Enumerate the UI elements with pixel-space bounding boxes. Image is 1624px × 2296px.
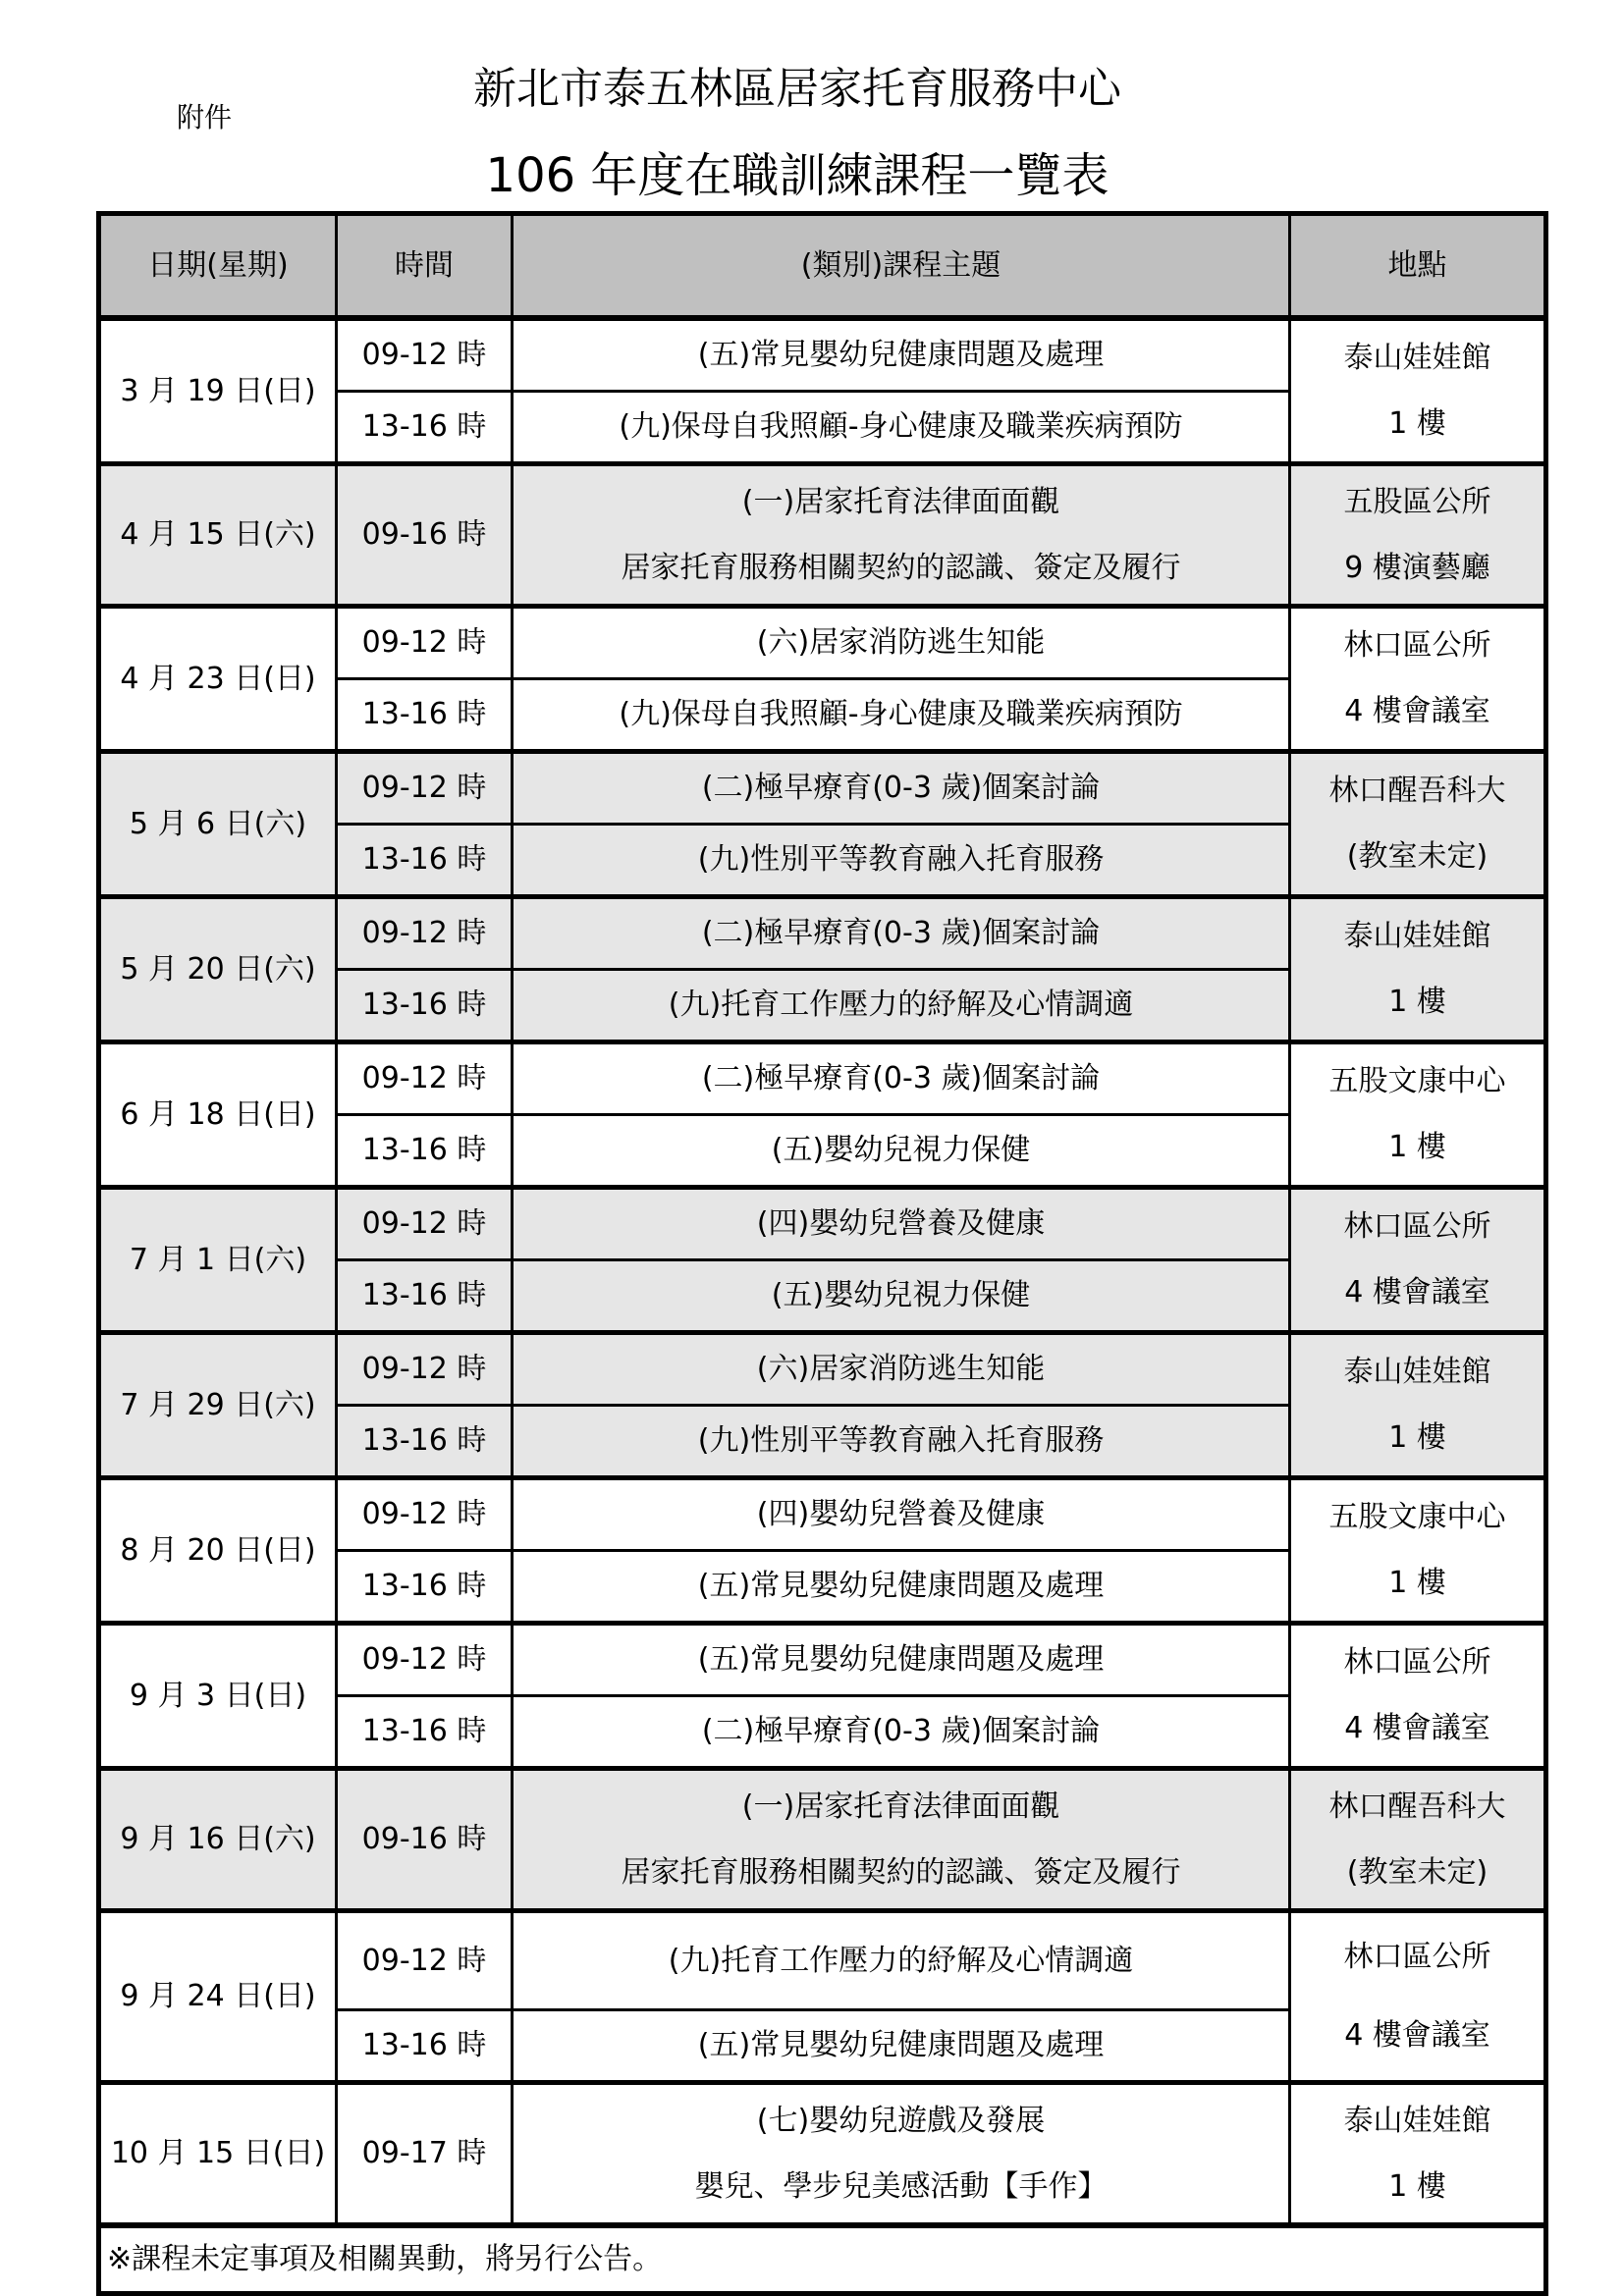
session-time: 13-16 時 bbox=[337, 392, 513, 464]
session-location bbox=[1290, 1911, 1546, 2083]
location-room: 1 樓 bbox=[1388, 1420, 1446, 1455]
page-title: 新北市泰五林區居家托育服務中心 bbox=[473, 64, 1121, 114]
location-lines bbox=[1291, 1195, 1543, 1326]
table-row bbox=[99, 1042, 1546, 1115]
table-row bbox=[99, 318, 1546, 392]
session-topic: (五)常見嬰幼兒健康問題及處理 bbox=[513, 2010, 1290, 2083]
session-time: 09-12 時 bbox=[337, 318, 513, 392]
session-time: 13-16 時 bbox=[337, 679, 513, 752]
session-time: 13-16 時 bbox=[337, 1260, 513, 1333]
session-date: 5 月 20 日(六) bbox=[99, 897, 337, 1042]
topic-line: (七)嬰幼兒遊戲及發展 bbox=[756, 2103, 1046, 2138]
session-topic: (五)常見嬰幼兒健康問題及處理 bbox=[513, 318, 1290, 392]
session-topic: (六)居家消防逃生知能 bbox=[513, 607, 1290, 679]
table-row bbox=[99, 752, 1546, 825]
session-location bbox=[1290, 1769, 1546, 1911]
course-schedule-table bbox=[96, 211, 1548, 2296]
session-date: 4 月 15 日(六) bbox=[99, 464, 337, 607]
session-time: 09-16 時 bbox=[337, 1769, 513, 1911]
session-topic bbox=[513, 1769, 1290, 1911]
session-topic: (六)居家消防逃生知能 bbox=[513, 1333, 1290, 1406]
location-lines bbox=[1291, 326, 1543, 457]
session-location bbox=[1290, 1478, 1546, 1624]
location-venue: 泰山娃娃館 bbox=[1343, 2103, 1491, 2138]
attachment-label: 附件 bbox=[177, 101, 233, 133]
session-topic: (九)性別平等教育融入托育服務 bbox=[513, 825, 1290, 897]
session-date: 6 月 18 日(日) bbox=[99, 1042, 337, 1188]
table-row bbox=[99, 2083, 1546, 2226]
location-venue: 林口醒吾科大 bbox=[1328, 774, 1506, 808]
session-date: 10 月 15 日(日) bbox=[99, 2083, 337, 2226]
session-time: 09-12 時 bbox=[337, 1042, 513, 1115]
location-venue: 林口區公所 bbox=[1343, 1939, 1491, 1974]
topic-line: 居家托育服務相關契約的認識、簽定及履行 bbox=[621, 1854, 1181, 1890]
column-header-location: 地點 bbox=[1290, 214, 1546, 319]
topic-lines bbox=[514, 1774, 1288, 1905]
page-subtitle: 106 年度在職訓練課程一覽表 bbox=[485, 148, 1110, 203]
session-topic: (五)常見嬰幼兒健康問題及處理 bbox=[513, 1551, 1290, 1624]
table-header-row bbox=[99, 214, 1546, 319]
session-time: 09-12 時 bbox=[337, 1478, 513, 1551]
session-topic: (二)極早療育(0-3 歲)個案討論 bbox=[513, 752, 1290, 825]
footnote: ※課程未定事項及相關異動，將另行公告。 bbox=[99, 2225, 1546, 2294]
session-date: 8 月 20 日(日) bbox=[99, 1478, 337, 1624]
session-time: 09-12 時 bbox=[337, 1188, 513, 1260]
session-location bbox=[1290, 752, 1546, 897]
location-room: 1 樓 bbox=[1388, 2168, 1446, 2204]
session-time: 09-16 時 bbox=[337, 464, 513, 607]
session-date: 9 月 16 日(六) bbox=[99, 1769, 337, 1911]
location-lines bbox=[1291, 1774, 1543, 1905]
table-row bbox=[99, 1333, 1546, 1406]
session-location bbox=[1290, 464, 1546, 607]
session-date: 5 月 6 日(六) bbox=[99, 752, 337, 897]
session-topic: (二)極早療育(0-3 歲)個案討論 bbox=[513, 897, 1290, 970]
location-lines bbox=[1291, 1630, 1543, 1762]
session-location bbox=[1290, 2083, 1546, 2226]
location-venue: 五股文康中心 bbox=[1328, 1064, 1506, 1098]
footnote-row bbox=[99, 2225, 1546, 2294]
location-room: 4 樓會議室 bbox=[1344, 1275, 1490, 1309]
location-venue: 林口區公所 bbox=[1343, 628, 1491, 663]
session-topic: (二)極早療育(0-3 歲)個案討論 bbox=[513, 1042, 1290, 1115]
session-location bbox=[1290, 318, 1546, 464]
location-venue: 泰山娃娃館 bbox=[1343, 1355, 1491, 1389]
topic-lines bbox=[514, 469, 1288, 601]
session-date: 4 月 23 日(日) bbox=[99, 607, 337, 752]
location-venue: 五股區公所 bbox=[1343, 484, 1491, 519]
session-topic: (五)嬰幼兒視力保健 bbox=[513, 1115, 1290, 1188]
location-room: 1 樓 bbox=[1388, 406, 1446, 441]
table-row bbox=[99, 897, 1546, 970]
location-room: 4 樓會議室 bbox=[1344, 694, 1490, 728]
location-venue: 林口醒吾科大 bbox=[1328, 1789, 1506, 1824]
location-lines bbox=[1291, 1049, 1543, 1181]
session-time: 13-16 時 bbox=[337, 1696, 513, 1769]
session-time: 13-16 時 bbox=[337, 1406, 513, 1478]
topic-line: 居家托育服務相關契約的認識、簽定及履行 bbox=[621, 550, 1181, 585]
session-time: 13-16 時 bbox=[337, 1115, 513, 1188]
column-header-topic: (類別)課程主題 bbox=[513, 214, 1290, 319]
session-topic: (九)托育工作壓力的紓解及心情調適 bbox=[513, 970, 1290, 1042]
session-location bbox=[1290, 897, 1546, 1042]
column-header-date: 日期(星期) bbox=[99, 214, 337, 319]
table-row bbox=[99, 1769, 1546, 1911]
session-time: 09-17 時 bbox=[337, 2083, 513, 2226]
topic-line: (一)居家托育法律面面觀 bbox=[741, 484, 1060, 519]
location-room: (教室未定) bbox=[1346, 839, 1489, 874]
location-venue: 泰山娃娃館 bbox=[1343, 341, 1491, 375]
session-topic: (四)嬰幼兒營養及健康 bbox=[513, 1188, 1290, 1260]
session-topic: (五)常見嬰幼兒健康問題及處理 bbox=[513, 1624, 1290, 1696]
session-time: 09-12 時 bbox=[337, 897, 513, 970]
session-location bbox=[1290, 1042, 1546, 1188]
topic-line: (一)居家托育法律面面觀 bbox=[741, 1789, 1060, 1824]
session-date: 7 月 1 日(六) bbox=[99, 1188, 337, 1333]
location-lines bbox=[1291, 1485, 1543, 1617]
topic-line: 嬰兒、學步兒美感活動【手作】 bbox=[694, 2168, 1108, 2204]
session-topic: (九)托育工作壓力的紓解及心情調適 bbox=[513, 1911, 1290, 2010]
session-topic bbox=[513, 2083, 1290, 2226]
table-row bbox=[99, 607, 1546, 679]
location-room: 1 樓 bbox=[1388, 1130, 1446, 1164]
location-venue: 泰山娃娃館 bbox=[1343, 919, 1491, 953]
location-lines bbox=[1291, 1340, 1543, 1471]
location-lines bbox=[1291, 2088, 1543, 2219]
location-room: 4 樓會議室 bbox=[1344, 1711, 1490, 1745]
column-header-time: 時間 bbox=[337, 214, 513, 319]
location-lines bbox=[1291, 904, 1543, 1036]
session-topic: (九)保母自我照顧-身心健康及職業疾病預防 bbox=[513, 392, 1290, 464]
topic-lines bbox=[514, 2088, 1288, 2219]
table-row bbox=[99, 1478, 1546, 1551]
session-topic: (九)保母自我照顧-身心健康及職業疾病預防 bbox=[513, 679, 1290, 752]
session-location bbox=[1290, 607, 1546, 752]
location-room: 9 樓演藝廳 bbox=[1344, 550, 1490, 585]
session-date: 9 月 3 日(日) bbox=[99, 1624, 337, 1769]
session-topic: (五)嬰幼兒視力保健 bbox=[513, 1260, 1290, 1333]
location-room: 1 樓 bbox=[1388, 985, 1446, 1019]
session-time: 09-12 時 bbox=[337, 1624, 513, 1696]
session-time: 09-12 時 bbox=[337, 1911, 513, 2010]
session-time: 13-16 時 bbox=[337, 1551, 513, 1624]
session-time: 13-16 時 bbox=[337, 970, 513, 1042]
location-lines bbox=[1291, 759, 1543, 890]
session-date: 9 月 24 日(日) bbox=[99, 1911, 337, 2083]
session-topic: (四)嬰幼兒營養及健康 bbox=[513, 1478, 1290, 1551]
session-date: 3 月 19 日(日) bbox=[99, 318, 337, 464]
table-row bbox=[99, 464, 1546, 607]
session-location bbox=[1290, 1624, 1546, 1769]
location-lines bbox=[1291, 1918, 1543, 2076]
table-row bbox=[99, 1624, 1546, 1696]
session-time: 09-12 時 bbox=[337, 752, 513, 825]
location-room: (教室未定) bbox=[1346, 1854, 1489, 1890]
table-row bbox=[99, 1911, 1546, 2010]
session-topic: (九)性別平等教育融入托育服務 bbox=[513, 1406, 1290, 1478]
session-location bbox=[1290, 1188, 1546, 1333]
session-topic bbox=[513, 464, 1290, 607]
session-location bbox=[1290, 1333, 1546, 1478]
table-row bbox=[99, 1188, 1546, 1260]
session-time: 13-16 時 bbox=[337, 825, 513, 897]
location-room: 4 樓會議室 bbox=[1344, 2018, 1490, 2054]
session-time: 13-16 時 bbox=[337, 2010, 513, 2083]
location-venue: 林口區公所 bbox=[1343, 1209, 1491, 1244]
session-time: 09-12 時 bbox=[337, 1333, 513, 1406]
session-date: 7 月 29 日(六) bbox=[99, 1333, 337, 1478]
location-lines bbox=[1291, 469, 1543, 601]
location-lines bbox=[1291, 614, 1543, 745]
location-room: 1 樓 bbox=[1388, 1566, 1446, 1600]
location-venue: 林口區公所 bbox=[1343, 1645, 1491, 1680]
session-topic: (二)極早療育(0-3 歲)個案討論 bbox=[513, 1696, 1290, 1769]
location-venue: 五股文康中心 bbox=[1328, 1500, 1506, 1534]
session-time: 09-12 時 bbox=[337, 607, 513, 679]
